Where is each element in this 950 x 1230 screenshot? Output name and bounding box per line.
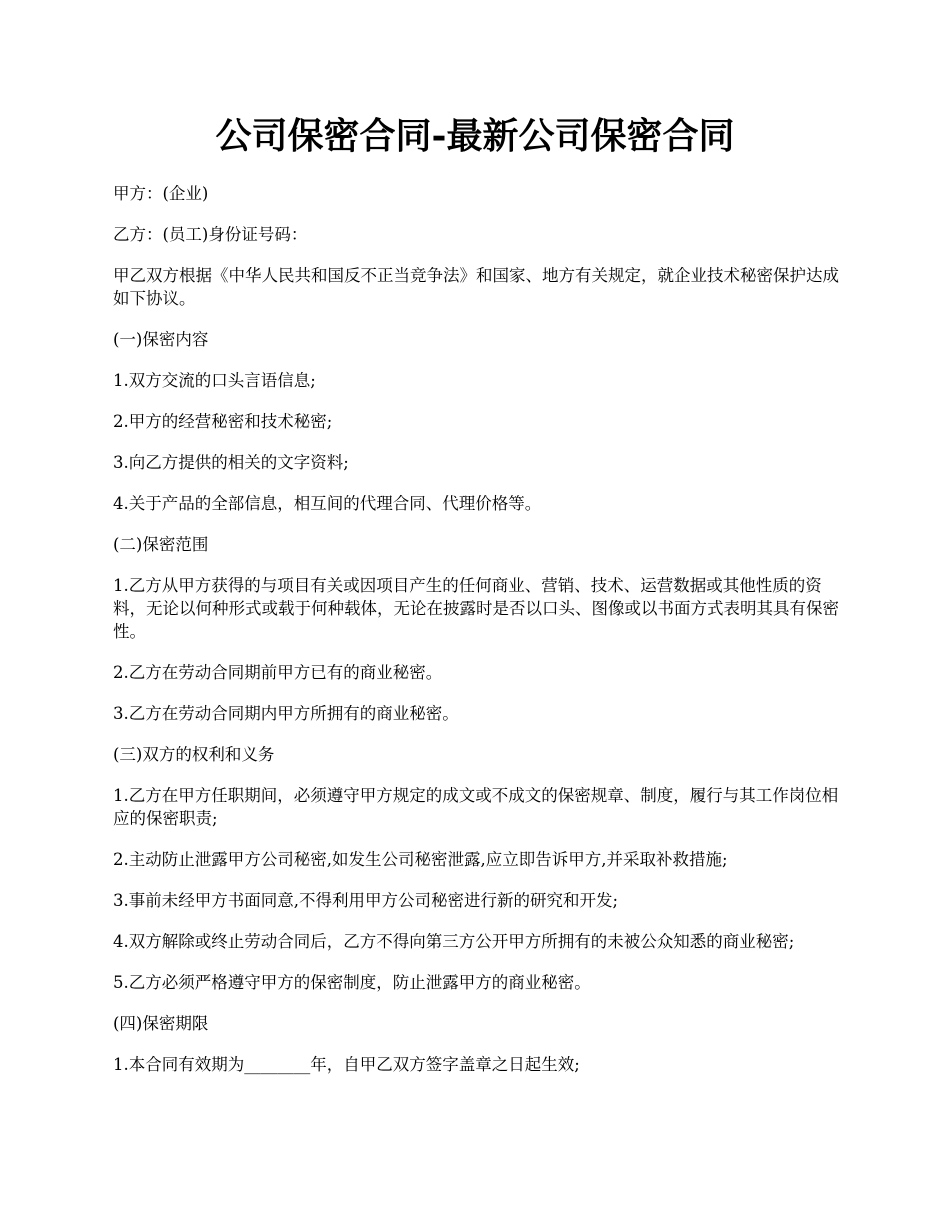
document-body [113,182,843,1094]
clause-paragraph: 4.双方解除或终止劳动合同后，乙方不得向第三方公开甲方所拥有的未被公众知悉的商业秘密; [113,932,795,951]
clause-paragraph: 3.乙方在劳动合同期内甲方所拥有的商业秘密。 [113,704,459,723]
section-heading-rights: (三)双方的权利和义务 [113,745,275,764]
clause-paragraph: 5.乙方必须严格遵守甲方的保密制度，防止泄露甲方的商业秘密。 [113,973,591,992]
clause-paragraph: 2.乙方在劳动合同期前甲方已有的商业秘密。 [113,663,443,682]
clause-paragraph: 3.向乙方提供的相关的文字资料; [113,453,349,472]
section-heading-scope: (二)保密范围 [113,535,209,554]
clause-paragraph: 2.主动防止泄露甲方公司秘密,如发生公司秘密泄露,应立即告诉甲方,并采取补救措施; [113,850,728,869]
clause-paragraph: 2.甲方的经营秘密和技术秘密; [113,412,333,431]
preamble-paragraph: 甲乙双方根据《中华人民共和国反不正当竞争法》和国家、地方有关规定，就企业技术秘密保护达成如下协议。 [113,266,839,308]
party-a-line: 甲方：(企业) [113,184,209,203]
section-heading-content: (一)保密内容 [113,330,209,349]
clause-paragraph: 3.事前未经甲方书面同意,不得利用甲方公司秘密进行新的研究和开发; [113,891,619,910]
party-b-line: 乙方：(员工)身份证号码： [113,225,308,244]
clause-paragraph: 1.乙方在甲方任职期间，必须遵守甲方规定的成文或不成文的保密规章、制度，履行与其工作岗位相应的保密职责; [113,786,839,828]
clause-paragraph: 1.双方交流的口头言语信息; [113,371,316,390]
clause-paragraph: 1.本合同有效期为________年，自甲乙双方签字盖章之日起生效; [113,1055,580,1074]
section-heading-term: (四)保密期限 [113,1014,209,1033]
document-title: 公司保密合同-最新公司保密合同 [215,115,735,157]
clause-paragraph: 4.关于产品的全部信息，相互间的代理合同、代理价格等。 [113,494,542,513]
clause-paragraph: 1.乙方从甲方获得的与项目有关或因项目产生的任何商业、营销、技术、运营数据或其他性质的资料，无论以何种形式或载于何种载体，无论在披露时是否以口头、图像或以书面方式表明其具有保密性。 [113,576,839,641]
